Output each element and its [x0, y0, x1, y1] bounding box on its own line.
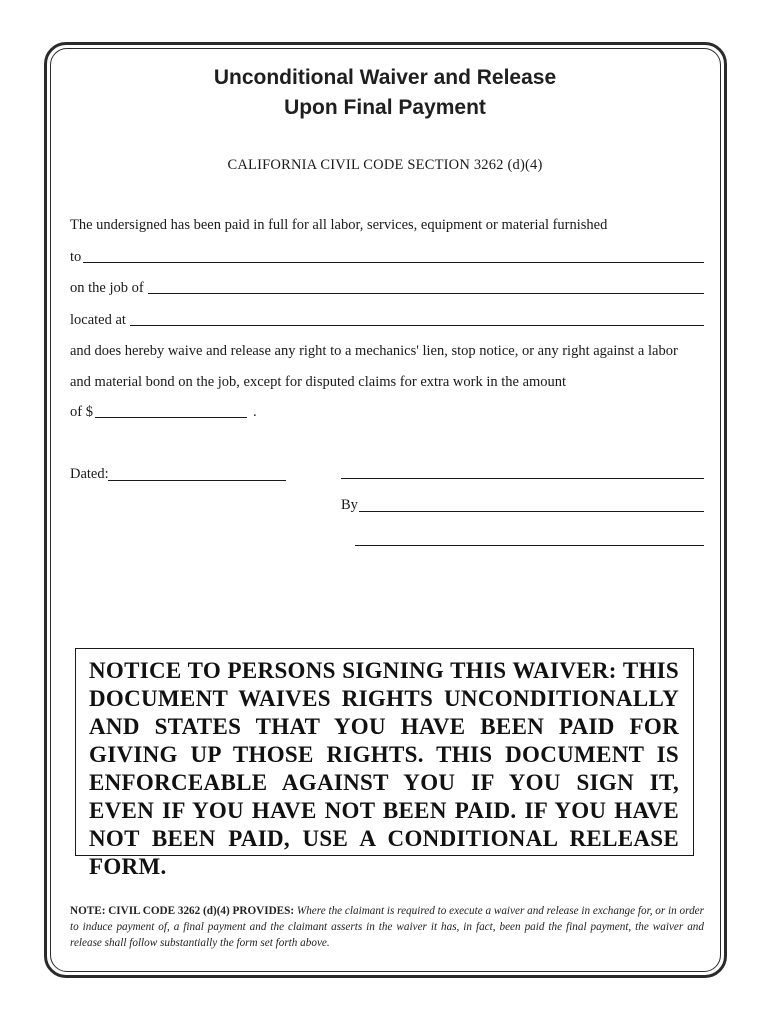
- note-body: Where the claimant is required to execute a waiver and release in exchange for, or in order to induce payment of, a final payment and the claimant asserts in the waiver it has, in fact, been paid the final payment, the waiver and release shall follow substantially the form set forth above.: [70, 905, 705, 949]
- job-label: on the job of: [70, 280, 144, 296]
- code-section-subtitle: CALIFORNIA CIVIL CODE SECTION 3262 (d)(4): [227, 157, 543, 173]
- signer-notice: NOTICE TO PERSONS SIGNING THIS WAIVER: THIS DOCUMENT WAIVES RIGHTS UNCONDITIONALLY AND STATES THAT YOU HAVE BEEN PAID FOR GIVING UP THOSE RIGHTS. THIS DOCUMENT IS ENFORCEABLE AGAINST YOU IF YOU SIGN IT, EVEN IF YOU HAVE NOT BEEN PAID. IF YOU HAVE NOT BEEN PAID, USE A CONDITIONAL RELEASE FORM.: [89, 658, 679, 879]
- amount-label: of $: [70, 404, 93, 420]
- waiver-text-line1: and does hereby waive and release any right to a mechanics' lien, stop notice, or any right against a labor: [70, 343, 678, 359]
- amount-period: .: [253, 404, 257, 420]
- title-field[interactable]: [355, 545, 704, 546]
- amount-field[interactable]: [95, 417, 247, 418]
- to-label: to: [70, 249, 82, 265]
- to-field[interactable]: [83, 262, 704, 263]
- signature-field[interactable]: [359, 511, 704, 512]
- job-field[interactable]: [148, 293, 704, 294]
- location-field[interactable]: [130, 325, 704, 326]
- form-title-line1: Unconditional Waiver and Release: [213, 66, 557, 89]
- civil-code-note: [70, 903, 704, 951]
- date-field[interactable]: [108, 480, 286, 481]
- form-title-line2: Upon Final Payment: [284, 96, 486, 119]
- by-label: By: [341, 497, 358, 513]
- note-label: NOTE: CIVIL CODE 3262 (d)(4) PROVIDES:: [70, 905, 297, 917]
- waiver-text-line2: and material bond on the job, except for disputed claims for extra work in the amount: [70, 374, 567, 390]
- company-name-field[interactable]: [341, 478, 704, 479]
- intro-text: The undersigned has been paid in full for all labor, services, equipment or material furnished: [70, 217, 608, 233]
- located-label: located at: [70, 312, 126, 328]
- dated-label: Dated:: [70, 466, 109, 482]
